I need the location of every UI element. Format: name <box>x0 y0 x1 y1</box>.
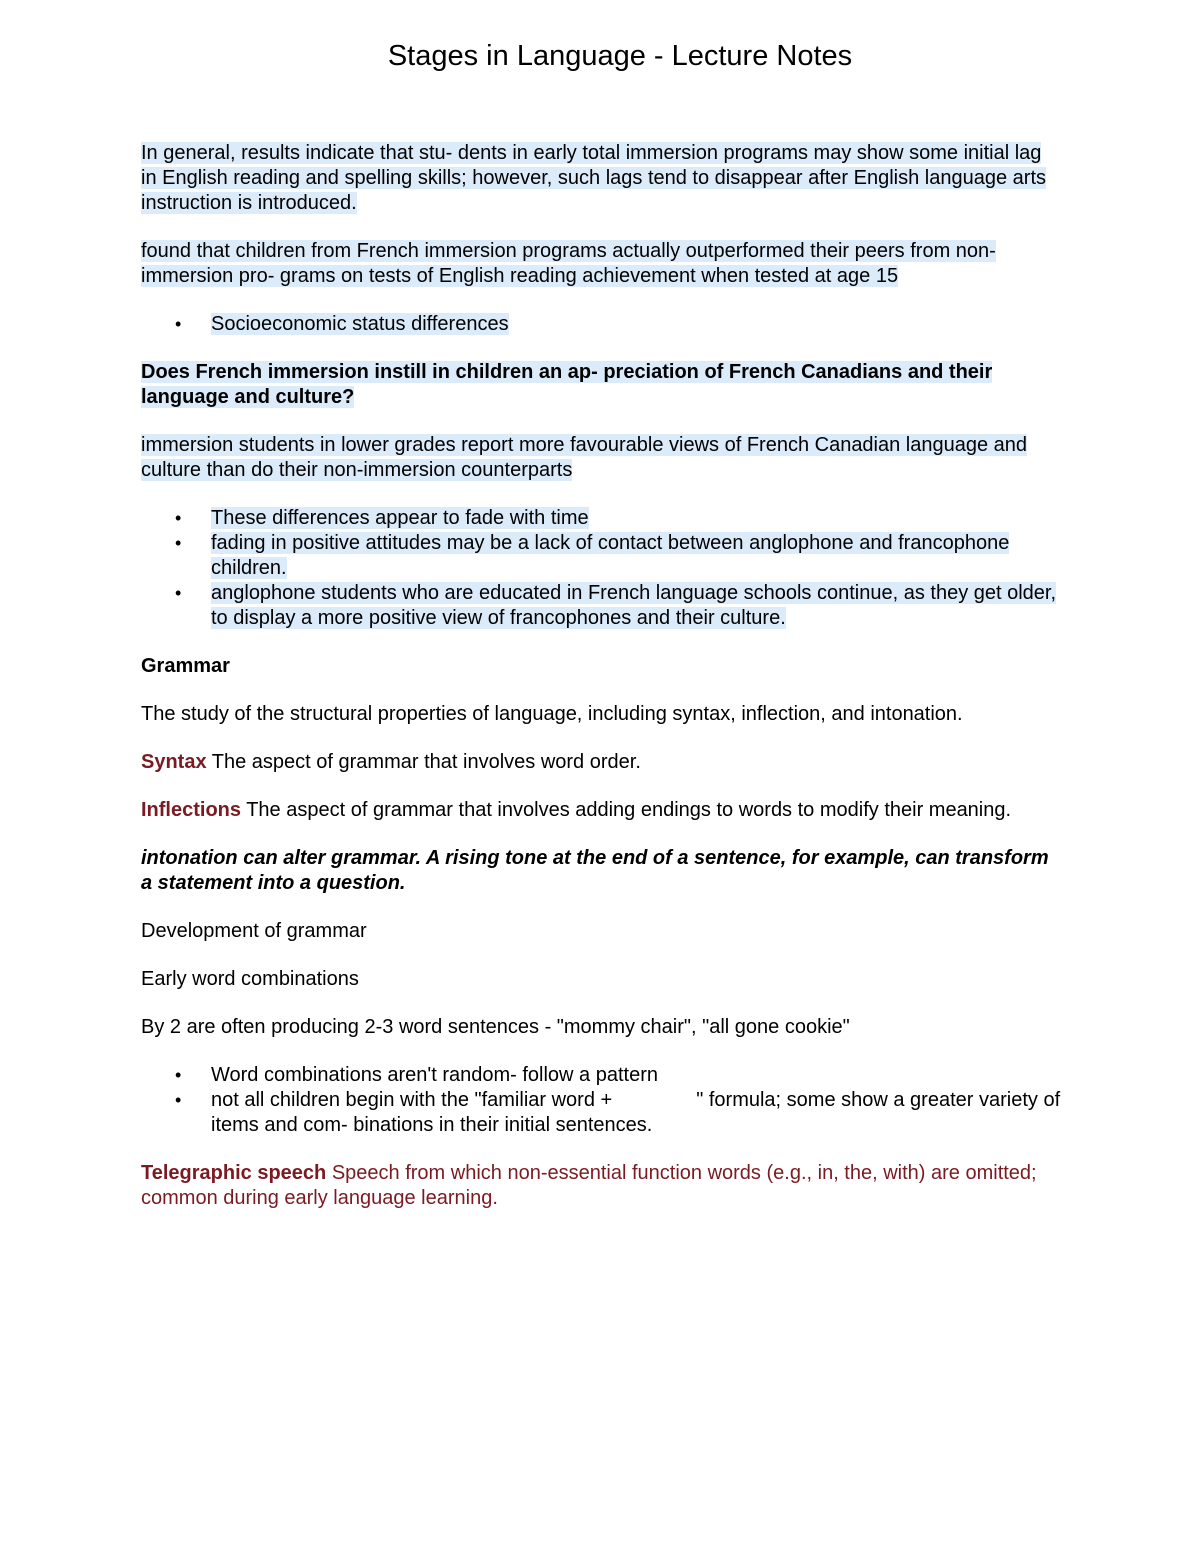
question-heading <box>141 360 1061 410</box>
paragraph-immersion-views <box>141 433 1061 483</box>
telegraphic-speech-definition <box>141 1161 1061 1211</box>
syntax-definition <box>141 750 1061 775</box>
highlighted-text: Socioeconomic status differences <box>211 313 509 335</box>
highlighted-text: anglophone students who are educated in French language schools continue, as they get older, to display a more positive view of francophones and their culture. <box>211 582 1057 629</box>
bullet-list-3 <box>141 1063 1061 1138</box>
list-item <box>141 531 1061 581</box>
list-item <box>141 1088 1061 1138</box>
grammar-heading: Grammar <box>141 655 230 677</box>
development-of-grammar: Development of grammar <box>141 920 367 942</box>
early-word-combinations: Early word combinations <box>141 968 359 990</box>
inflections-text: The aspect of grammar that involves adding endings to words to modify their meaning. <box>241 799 1012 821</box>
telegraphic-term: Telegraphic speech <box>141 1162 327 1184</box>
highlighted-text: Does French immersion instill in children an ap- preciation of French Canadians and their language and culture? <box>141 361 993 408</box>
document-body <box>141 141 1061 1234</box>
highlighted-text: In general, results indicate that stu- dents in early total immersion programs may show some initial lag in English reading and spelling skills; however, such lags tend to disappear after English language arts instruction is introduced. <box>141 142 1046 214</box>
list-item <box>141 506 1061 531</box>
by-two-sentences: By 2 are often producing 2-3 word sentences - "mommy chair", "all gone cookie" <box>141 1016 850 1038</box>
list-item <box>141 581 1061 631</box>
intonation-note: intonation can alter grammar. A rising tone at the end of a sentence, for example, can transform a statement into a question. <box>141 847 1049 894</box>
list-item <box>141 1063 1061 1088</box>
list-item-text: " formula; some show a greater variety of items and com- binations in their initial sentences. <box>211 1089 1061 1136</box>
syntax-term: Syntax <box>141 751 207 773</box>
bullet-list-1 <box>141 312 1061 337</box>
inflections-definition <box>141 798 1061 823</box>
list-item <box>141 312 1061 337</box>
paragraph-french-immersion-outperformed <box>141 239 1061 289</box>
highlighted-text: immersion students in lower grades report more favourable views of French Canadian language and culture than do their non-immersion counterparts <box>141 434 1028 481</box>
highlighted-text: These differences appear to fade with time <box>211 507 589 529</box>
syntax-text: The aspect of grammar that involves word order. <box>206 751 641 773</box>
highlighted-text: fading in positive attitudes may be a lack of contact between anglophone and francophone children. <box>211 532 1010 579</box>
paragraph-immersion-results <box>141 141 1061 216</box>
telegraphic-text: Speech from which non-essential function words (e.g., in, the, with) are omitted; common during early language learning. <box>141 1162 1037 1209</box>
list-item-text: not all children begin with the "familiar word + <box>211 1089 613 1111</box>
grammar-definition: The study of the structural properties of language, including syntax, inflection, and intonation. <box>141 703 963 725</box>
highlighted-text: found that children from French immersion programs actually outperformed their peers from non-immersion pro- grams on tests of English reading achievement when tested at age 15 <box>141 240 996 287</box>
list-item-text: Word combinations aren't random- follow a pattern <box>211 1064 659 1086</box>
document-title: Stages in Language - Lecture Notes <box>387 40 853 72</box>
inflections-term: Inflections <box>141 799 242 821</box>
bullet-list-2 <box>141 506 1061 631</box>
